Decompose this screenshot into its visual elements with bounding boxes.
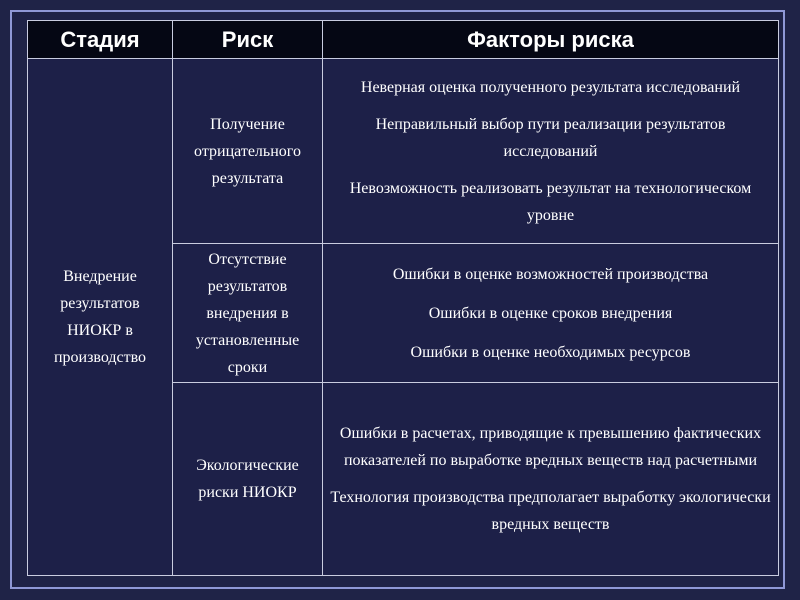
stage-cell: Внедрение результатов НИОКР в производство <box>28 59 173 576</box>
risk-factor: Технология производства предполагает выработку экологически вредных веществ <box>330 489 771 533</box>
header-stage: Стадия <box>28 21 173 59</box>
risk-table <box>27 20 779 576</box>
risk-factor: Неправильный выбор пути реализации результатов исследований <box>375 115 726 160</box>
risk-factor: Ошибки в оценке необходимых ресурсов <box>410 343 691 361</box>
risk-cell: Получение отрицательного результата <box>173 59 323 244</box>
factors-cell <box>323 383 779 576</box>
risk-factor: Ошибки в оценке сроков внедрения <box>428 304 673 322</box>
table-header-row <box>28 21 779 59</box>
table-row <box>28 59 779 244</box>
risk-cell: Отсутствие результатов внедрения в установленные сроки <box>173 244 323 383</box>
risk-factor: Невозможность реализовать результат на технологическом уровне <box>349 179 752 224</box>
header-risk: Риск <box>173 21 323 59</box>
header-risk-factors: Факторы риска <box>323 21 779 59</box>
factors-cell <box>323 59 779 244</box>
risk-cell: Экологические риски НИОКР <box>173 383 323 576</box>
risk-factor: Неверная оценка полученного результата исследований <box>360 78 741 96</box>
risk-factor: Ошибки в оценке возможностей производства <box>392 265 709 283</box>
risk-factor: Ошибки в расчетах, приводящие к превышению фактических показателей по выработке вредных веществ над расчетными <box>339 425 762 469</box>
factors-cell <box>323 244 779 383</box>
